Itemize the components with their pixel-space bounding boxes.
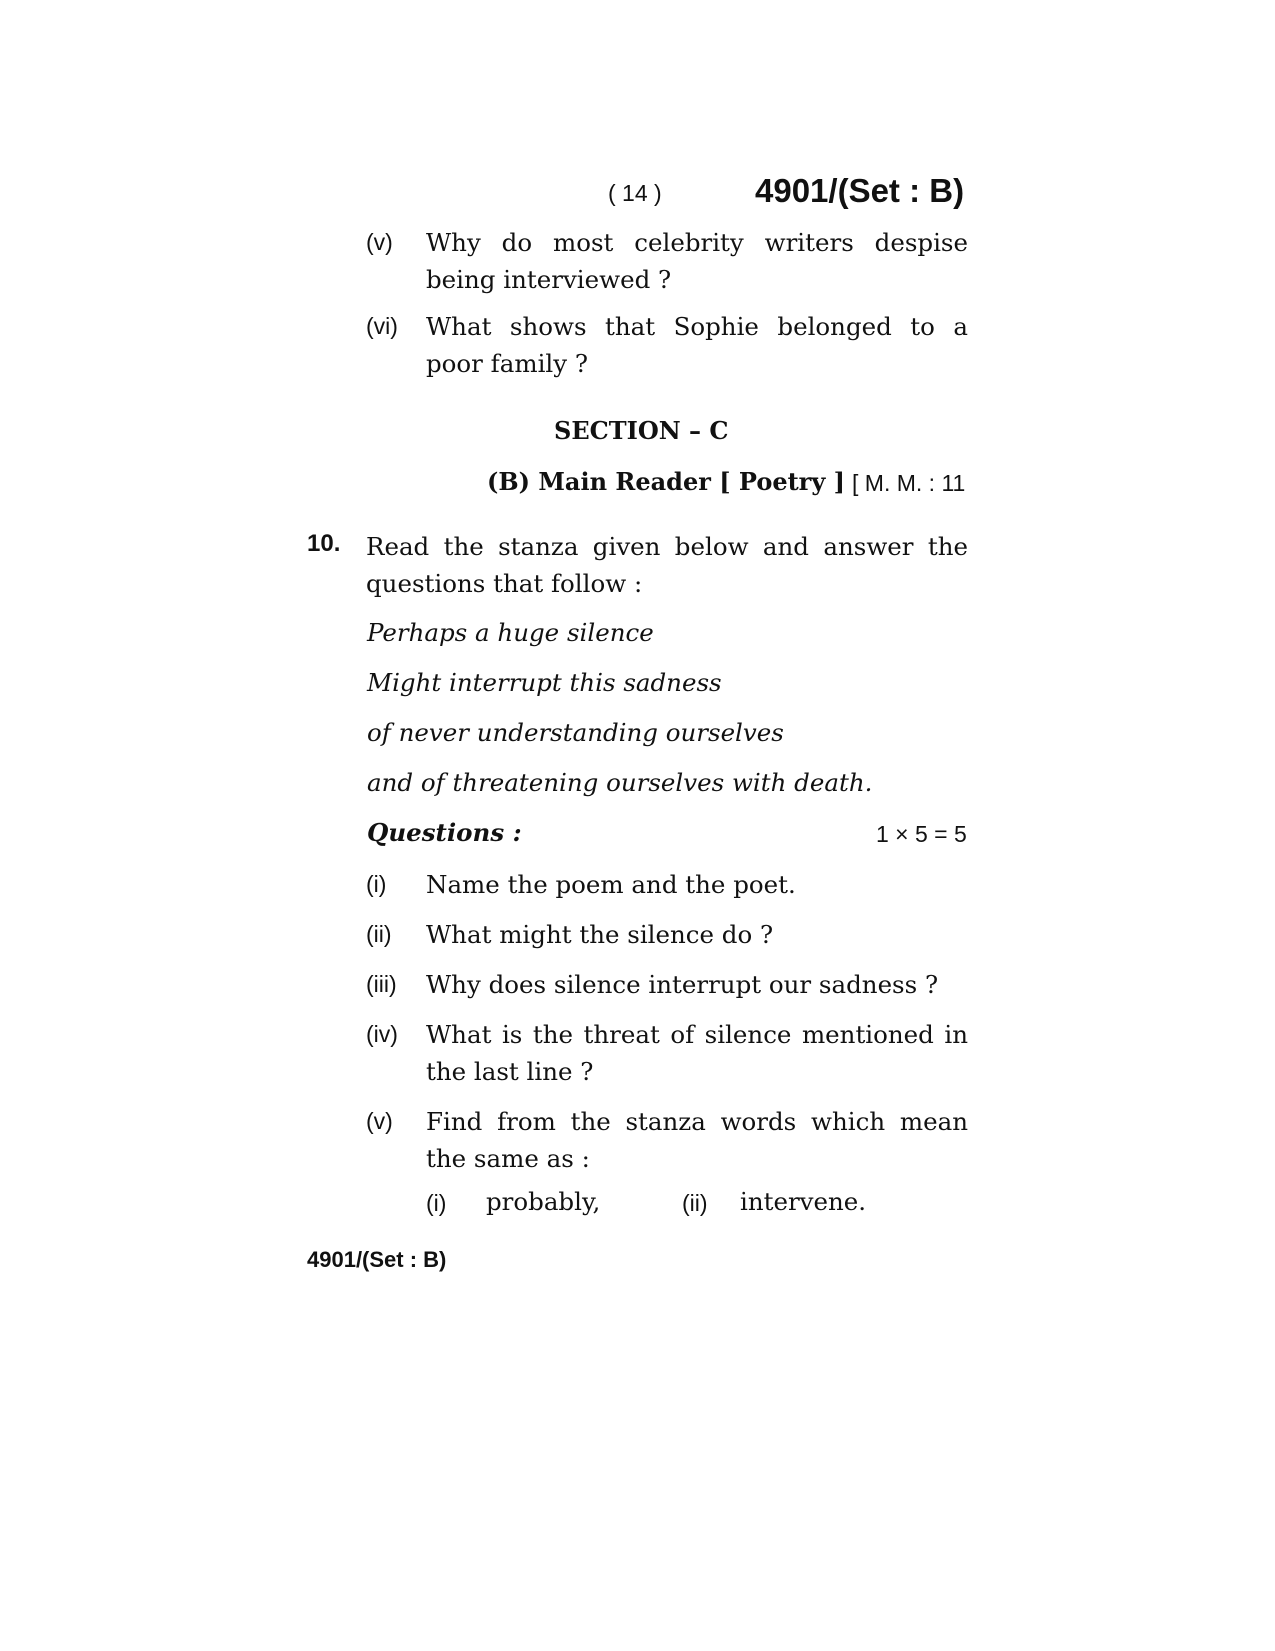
stanza-line: and of threatening ourselves with death. <box>367 768 873 797</box>
max-marks: [ M. M. : 11 <box>852 470 966 496</box>
sub-question-label: (iii) <box>366 971 397 997</box>
sub-question-text: Name the poem and the poet. <box>426 870 796 899</box>
question-item <box>366 224 968 298</box>
sub-question-item <box>366 916 968 953</box>
sub-question-label: (iv) <box>366 1021 398 1047</box>
stanza-line: of never understanding ourselves <box>367 718 784 747</box>
questions-heading: Questions : <box>367 818 522 847</box>
option-text: intervene. <box>740 1187 867 1216</box>
sub-question-label: (v) <box>366 1108 393 1134</box>
sub-question-text: What might the silence do ? <box>426 920 774 949</box>
question-text: What shows that Sophie belonged to a poor family ? <box>426 312 968 378</box>
option-text: probably, <box>486 1187 601 1216</box>
section-title: SECTION – C <box>554 416 729 445</box>
set-code-header: 4901/(Set : B) <box>755 172 965 209</box>
option-label: (i) <box>426 1190 447 1216</box>
question-text: Why do most celebrity writers despise being interviewed ? <box>426 228 968 294</box>
sub-question-item <box>366 966 968 1003</box>
sub-question-text: What is the threat of silence mentioned in the last line ? <box>426 1020 968 1086</box>
subsection-title: (B) Main Reader [ Poetry ] <box>487 467 845 496</box>
page-number: ( 14 ) <box>608 180 662 206</box>
sub-question-text: Find from the stanza words which mean the same as : <box>426 1107 968 1173</box>
sub-question-item <box>366 1016 968 1090</box>
question-item <box>366 308 968 382</box>
sub-question-item <box>366 866 968 903</box>
question-label: (v) <box>366 229 393 255</box>
sub-question-label: (i) <box>366 871 387 897</box>
option-label: (ii) <box>682 1190 708 1216</box>
sub-question-text: Why does silence interrupt our sadness ? <box>426 970 939 999</box>
sub-question-label: (ii) <box>366 921 392 947</box>
stanza-line: Might interrupt this sadness <box>367 668 722 697</box>
set-code-footer: 4901/(Set : B) <box>307 1247 447 1272</box>
question-label: (vi) <box>366 313 398 339</box>
question-number: 10. <box>307 530 341 557</box>
marks-allocation: 1 × 5 = 5 <box>876 821 967 847</box>
stanza-line: Perhaps a huge silence <box>367 618 654 647</box>
question-text: Read the stanza given below and answer the questions that follow : <box>366 532 968 598</box>
sub-question-item <box>366 1103 968 1177</box>
